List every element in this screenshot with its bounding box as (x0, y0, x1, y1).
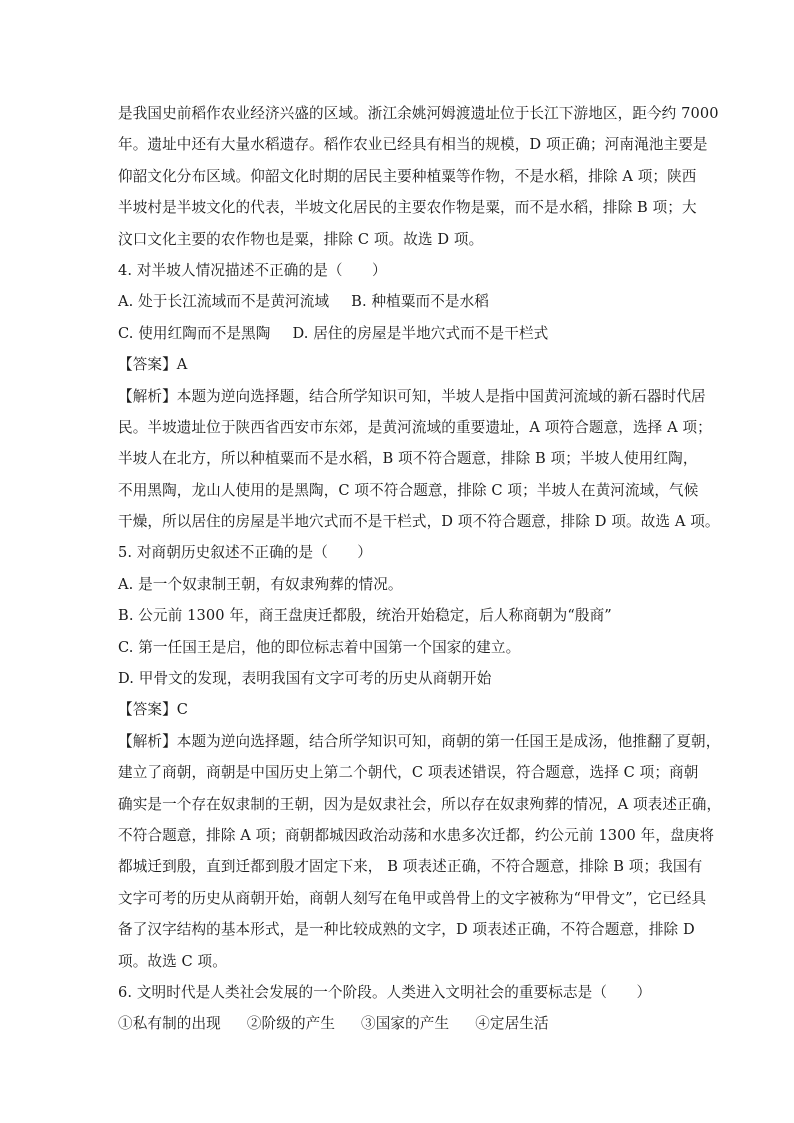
question-5-analysis-line: 备了汉字结构的基本形式，是一种比较成熟的文字，D 项表述正确，不符合题意，排除 D (118, 921, 695, 939)
question-4-option-d: D. 居住的房屋是半地穴式而不是干栏式 (292, 324, 549, 342)
analysis-continuation-line: 汶口文化主要的农作物也是粟，排除 C 项。故选 D 项。 (118, 230, 484, 248)
question-4-analysis-line: 【解析】本题为逆向选择题，结合所学知识可知，半坡人是指中国黄河流域的新石器时代居 (118, 387, 706, 405)
question-6-item-4: ④定居生活 (475, 1015, 549, 1033)
question-5-stem: 5. 对商朝历史叙述不正确的是（ ） (118, 544, 372, 562)
question-4-options-row-2 (118, 318, 686, 349)
question-4-option-b: B. 种植粟而不是水稻 (351, 293, 489, 311)
question-4-option-c: C. 使用红陶而不是黑陶 (118, 324, 271, 342)
question-5-option-d: D. 甲骨文的发现，表明我国有文字可考的历史从商朝开始 (118, 670, 492, 688)
question-5-analysis-line: 项。故选 C 项。 (118, 952, 227, 970)
question-5-analysis-line: 不符合题意，排除 A 项；商朝都城因政治动荡和水患多次迁都，约公元前 1300 年，盘庚将 (118, 826, 715, 844)
question-4-analysis-line: 半坡人在北方，所以种植粟而不是水稻，B 项不符合题意，排除 B 项；半坡人使用红陶， (118, 450, 698, 468)
question-6-stem: 6. 文明时代是人类社会发展的一个阶段。人类进入文明社会的重要标志是（ ） (118, 983, 652, 1001)
analysis-continuation-line: 年。遗址中还有大量水稻遗存。稻作农业已经具有相当的规模，D 项正确；河南渑池主要是 (118, 136, 708, 154)
analysis-continuation-line: 半坡村是半坡文化的代表，半坡文化居民的主要农作物是粟，而不是水稻，排除 B 项；大 (118, 199, 697, 217)
question-5-option-b: B. 公元前 1300 年，商王盘庚迁都殷，统治开始稳定，后人称商朝为“殷商” (118, 607, 612, 625)
question-6-item-1: ①私有制的出现 (118, 1015, 221, 1033)
question-5-answer: 【答案】C (118, 701, 189, 719)
analysis-continuation-line: 是我国史前稻作农业经济兴盛的区域。浙江余姚河姆渡遗址位于长江下游地区，距今约 7000 (118, 105, 719, 122)
question-4-options-row-1 (118, 286, 686, 317)
question-5-option-a: A. 是一个奴隶制王朝，有奴隶殉葬的情况。 (118, 575, 403, 593)
document-page (118, 98, 722, 1040)
question-5-analysis-line: 都城迁到殷，直到迁都到殷才固定下来， B 项表述正确，不符合题意，排除 B 项；我国有 (118, 858, 703, 876)
question-4-analysis-line: 干燥，所以居住的房屋是半地穴式而不是干栏式，D 项不符合题意，排除 D 项。故选 A 项。 (118, 513, 720, 531)
question-5-analysis-line: 【解析】本题为逆向选择题，结合所学知识可知，商朝的第一任国王是成汤，他推翻了夏朝， (118, 732, 721, 750)
question-5-analysis-line: 文字可考的历史从商朝开始，商朝人刻写在龟甲或兽骨上的文字被称为“甲骨文”，它已经具 (118, 889, 707, 907)
question-6-items-row (118, 1008, 686, 1039)
question-5-analysis-line: 确实是一个存在奴隶制的王朝，因为是奴隶社会，所以存在奴隶殉葬的情况，A 项表述正确， (118, 795, 722, 813)
question-4-analysis-line: 民。半坡遗址位于陕西省西安市东郊，是黄河流域的重要遗址，A 项符合题意，选择 A 项； (118, 418, 712, 436)
question-4-analysis-line: 不用黑陶，龙山人使用的是黑陶，C 项不符合题意，排除 C 项；半坡人在黄河流域，气候 (118, 481, 699, 499)
question-5-option-c: C. 第一任国王是启，他的即位标志着中国第一个国家的建立。 (118, 638, 521, 656)
question-6-item-2: ②阶级的产生 (246, 1015, 336, 1033)
question-6-item-3: ③国家的产生 (361, 1015, 450, 1033)
question-5-analysis-line: 建立了商朝，商朝是中国历史上第二个朝代，C 项表述错误，符合题意，选择 C 项；商朝 (118, 764, 699, 782)
analysis-continuation-line: 仰韶文化分布区域。仰韶文化时期的居民主要种植粟等作物，不是水稻，排除 A 项；陕西 (118, 167, 697, 185)
question-4-option-a: A. 处于长江流域而不是黄河流域 (118, 293, 330, 311)
question-4-stem: 4. 对半坡人情况描述不正确的是（ ） (118, 261, 387, 279)
question-4-answer: 【答案】A (118, 356, 188, 374)
